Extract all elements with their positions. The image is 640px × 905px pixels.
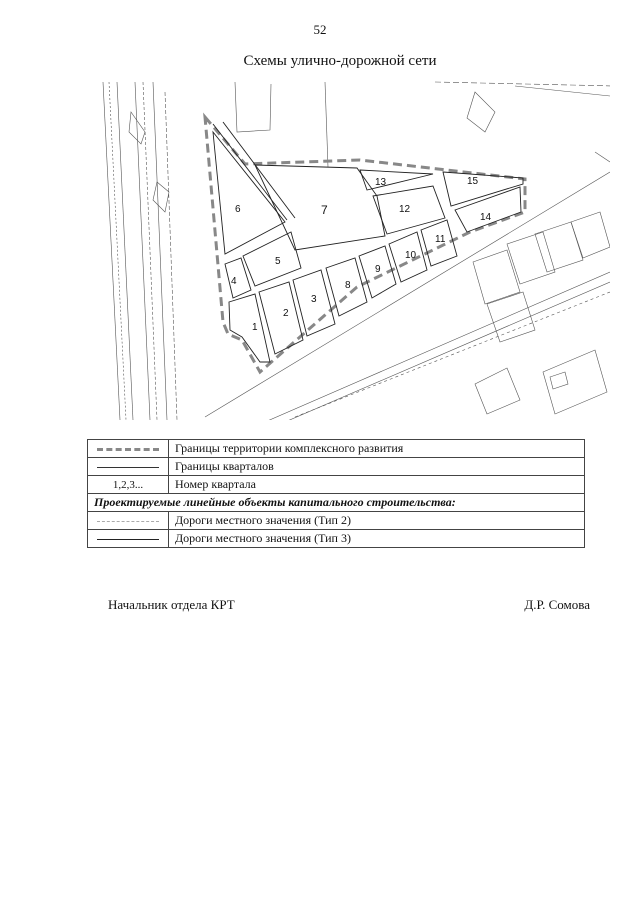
page-number: 52: [313, 22, 327, 37]
block-label: 1: [252, 322, 258, 333]
block-labels: [231, 176, 492, 333]
legend-symbol-territory-boundary: [88, 440, 169, 458]
legend-symbol-block-number: 1,2,3...: [88, 476, 169, 494]
legend-row: [88, 476, 585, 494]
block-label: 7: [321, 203, 328, 217]
block-14: [455, 187, 521, 232]
legend-section-row: [88, 494, 585, 512]
signature-name: Д.Р. Сомова: [524, 597, 590, 612]
block-label: 8: [345, 280, 351, 291]
blocks: [213, 122, 523, 362]
block-1: [229, 294, 270, 362]
block-label: 15: [467, 176, 479, 187]
legend-text: Номер квартала: [169, 476, 585, 494]
legend-text: Дороги местного значения (Тип 2): [169, 512, 585, 530]
legend-text: Границы кварталов: [169, 458, 585, 476]
block-label: 2: [283, 308, 289, 319]
block-label: 14: [480, 212, 492, 223]
legend-section-header: Проектируемые линейные объекты капитального строительства:: [88, 494, 585, 512]
legend-row: [88, 458, 585, 476]
legend-row: [88, 512, 585, 530]
block-label: 9: [375, 264, 381, 275]
block-label: 6: [235, 204, 241, 215]
block-4: [225, 258, 251, 298]
document-title: Схемы улично-дорожной сети: [243, 53, 437, 69]
block-label: 13: [375, 177, 387, 188]
legend-text: Границы территории комплексного развития: [169, 440, 585, 458]
legend-symbol-block-boundary: [88, 458, 169, 476]
block-15: [443, 172, 523, 206]
block-label: 12: [399, 204, 411, 215]
territory-boundary: [205, 117, 525, 372]
legend-text: Дороги местного значения (Тип 3): [169, 530, 585, 548]
background-context: [103, 82, 610, 420]
legend-table: [87, 439, 585, 548]
block-label: 4: [231, 276, 237, 287]
block-label: 3: [311, 294, 317, 305]
signature-position: Начальник отдела КРТ: [108, 597, 235, 612]
block-label: 10: [405, 250, 417, 261]
legend-row: [88, 530, 585, 548]
legend-row: [88, 440, 585, 458]
legend-symbol-road-type-3: [88, 530, 169, 548]
legend-symbol-road-type-2: [88, 512, 169, 530]
road-network-map: [95, 72, 610, 420]
block-7: [255, 165, 385, 250]
block-label: 11: [435, 234, 446, 245]
block-6: [213, 132, 285, 254]
block-label: 5: [275, 256, 281, 267]
